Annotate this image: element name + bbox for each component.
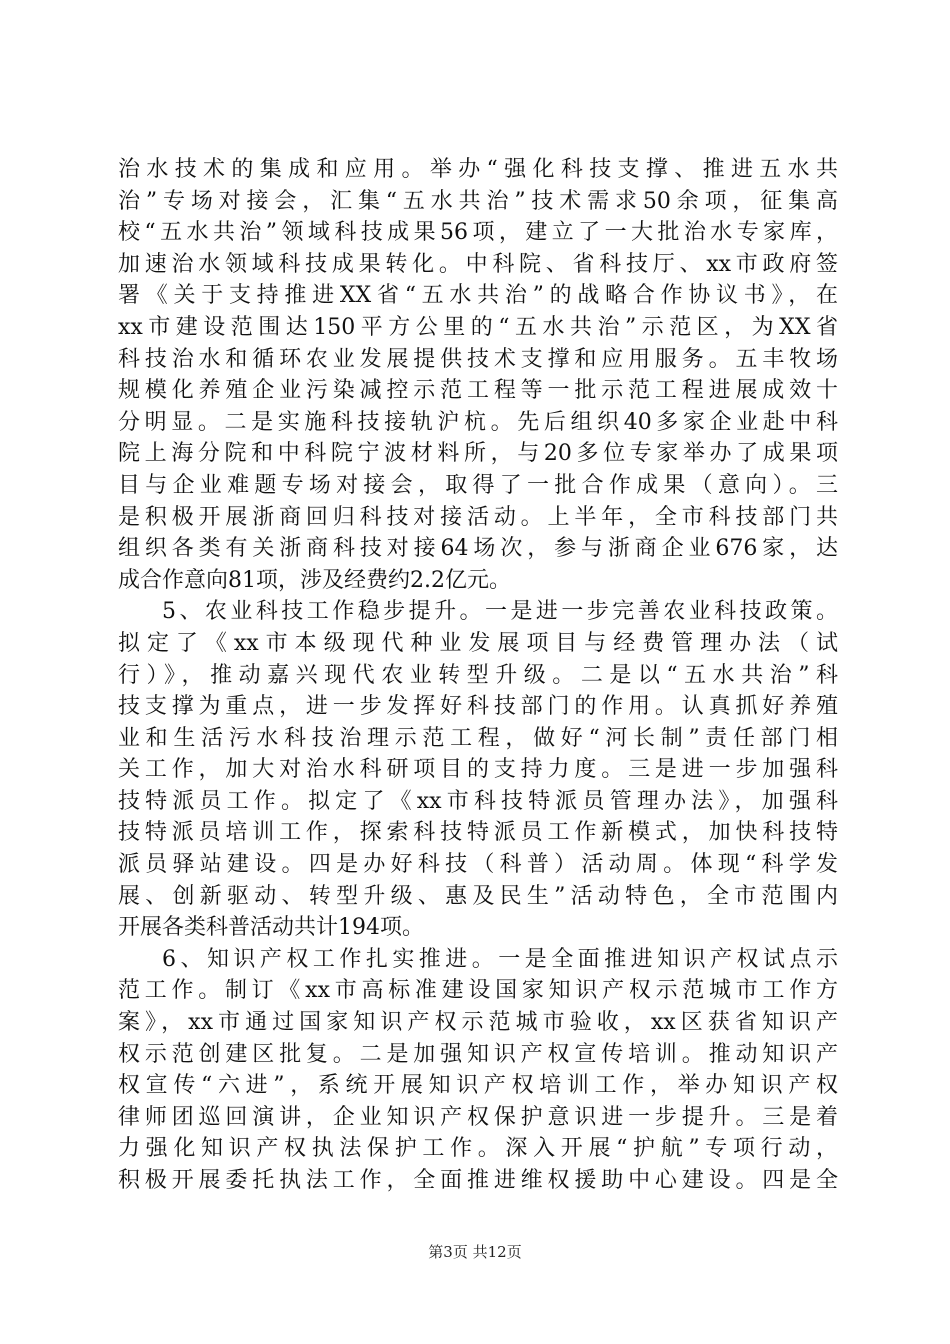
document-body: [118, 154, 838, 1197]
text-line: 是积极开展浙商回归科技对接活动。上半年，全市科技部门共: [118, 504, 838, 530]
text-line: 力强化知识产权执法保护工作。深入开展“护航”专项行动，: [118, 1136, 838, 1162]
text-line: 科技治水和循环农业发展提供技术支撑和应用服务。五丰牧场: [118, 346, 838, 372]
text-line: 署《关于支持推进XX省“五水共治”的战略合作协议书》，在: [118, 283, 838, 309]
text-line: 范工作。制订《xx市高标准建设国家知识产权示范城市工作方: [118, 978, 838, 1004]
text-line: 组织各类有关浙商科技对接64场次，参与浙商企业676家，达: [118, 536, 838, 562]
text-line: 目与企业难题专场对接会，取得了一批合作成果（意向）。三: [118, 472, 838, 498]
text-line: 案》，xx市通过国家知识产权示范城市验收，xx区获省知识产: [118, 1010, 838, 1036]
text-line: 校“五水共治”领域科技成果56项，建立了一大批治水专家库，: [118, 220, 838, 246]
text-line: 派员驿站建设。四是办好科技（科普）活动周。体现“科学发: [118, 852, 838, 878]
page-footer: 第3页 共12页: [428, 1243, 522, 1261]
text-line: 关工作，加大对治水科研项目的支持力度。三是进一步加强科: [118, 757, 838, 783]
text-line: 行）》，推动嘉兴现代农业转型升级。二是以“五水共治”科: [118, 662, 838, 688]
text-line: 展、创新驱动、转型升级、惠及民生”活动特色，全市范围内: [118, 883, 838, 909]
text-line: 律师团巡回演讲，企业知识产权保护意识进一步提升。三是着: [118, 1104, 838, 1130]
text-line: 院上海分院和中科院宁波材料所，与20多位专家举办了成果项: [118, 441, 838, 467]
text-line: 权示范创建区批复。二是加强知识产权宣传培训。推动知识产: [118, 1041, 838, 1067]
text-line: 权宣传“六进”，系统开展知识产权培训工作，举办知识产权: [118, 1073, 838, 1099]
text-line: 技特派员培训工作，探索科技特派员工作新模式，加快科技特: [118, 820, 838, 846]
text-line: 6、知识产权工作扎实推进。一是全面推进知识产权试点示: [162, 946, 838, 972]
text-line: 技支撑为重点，进一步发挥好科技部门的作用。认真抓好养殖: [118, 694, 838, 720]
text-line: 拟定了《xx市本级现代种业发展项目与经费管理办法（试: [118, 630, 838, 656]
text-line: 5、农业科技工作稳步提升。一是进一步完善农业科技政策。: [162, 599, 838, 625]
text-line: 分明显。二是实施科技接轨沪杭。先后组织40多家企业赴中科: [118, 409, 838, 435]
text-line: 规模化养殖企业污染减控示范工程等一批示范工程进展成效十: [118, 378, 838, 404]
text-line: xx市建设范围达150平方公里的“五水共治”示范区，为XX省: [118, 314, 838, 340]
text-line: 治水技术的集成和应用。举办“强化科技支撑、推进五水共: [118, 157, 838, 182]
text-line: 加速治水领域科技成果转化。中科院、省科技厅、xx市政府签: [118, 251, 838, 277]
text-line: 开展各类科普活动共计194项。: [118, 915, 424, 941]
text-line: 治”专场对接会，汇集“五水共治”技术需求50余项，征集高: [118, 188, 838, 214]
text-line: 积极开展委托执法工作，全面推进维权援助中心建设。四是全: [118, 1168, 838, 1193]
text-line: 业和生活污水科技治理示范工程，做好“河长制”责任部门相: [118, 725, 838, 751]
text-line: 技特派员工作。拟定了《xx市科技特派员管理办法》，加强科: [118, 788, 838, 814]
text-line: 成合作意向81项，涉及经费约2.2亿元。: [118, 567, 511, 593]
